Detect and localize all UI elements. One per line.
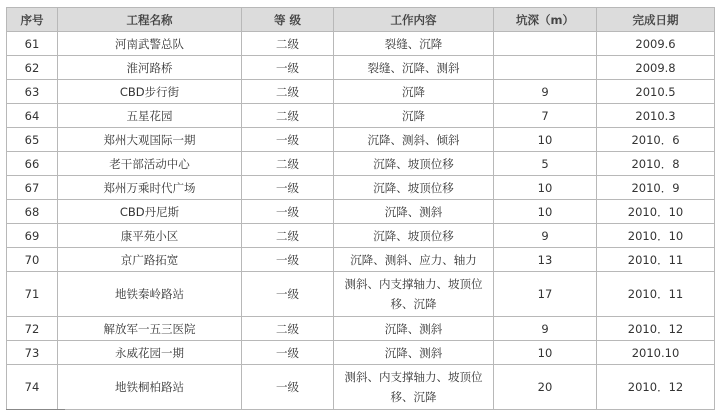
cell-work-content: 测斜、内支撑轴力、坡顶位移、沉降 — [334, 272, 494, 317]
table-row — [7, 200, 715, 224]
cell-grade: 一级 — [242, 176, 334, 200]
cell-no: 62 — [7, 56, 58, 80]
cell-pit-depth: 7 — [494, 104, 597, 128]
cell-completion-date: 2010．11 — [597, 272, 715, 317]
cell-grade: 二级 — [242, 32, 334, 56]
cell-completion-date: 2010．10 — [597, 200, 715, 224]
cell-completion-date: 2010．12 — [597, 317, 715, 341]
cell-no: 68 — [7, 200, 58, 224]
table-row — [7, 176, 715, 200]
cell-no: 63 — [7, 80, 58, 104]
table-row — [7, 32, 715, 56]
header-grade: 等 级 — [242, 8, 334, 32]
cell-work-content: 裂缝、沉降、测斜 — [334, 56, 494, 80]
cell-grade: 二级 — [242, 317, 334, 341]
table-footer-line — [6, 409, 65, 420]
header-row — [7, 8, 715, 32]
cell-pit-depth: 9 — [494, 317, 597, 341]
cell-project-name: 五星花园 — [58, 104, 242, 128]
cell-pit-depth: 10 — [494, 200, 597, 224]
cell-no: 66 — [7, 152, 58, 176]
cell-work-content: 测斜、内支撑轴力、坡顶位移、沉降 — [334, 365, 494, 410]
cell-no: 74 — [7, 365, 58, 410]
table-row — [7, 80, 715, 104]
table-row — [7, 341, 715, 365]
cell-work-content: 沉降、坡顶位移 — [334, 224, 494, 248]
cell-work-content: 裂缝、沉降 — [334, 32, 494, 56]
cell-work-content: 沉降 — [334, 104, 494, 128]
header-no: 序号 — [7, 8, 58, 32]
cell-completion-date: 2009.6 — [597, 32, 715, 56]
cell-completion-date: 2010．12 — [597, 365, 715, 410]
cell-completion-date: 2010.10 — [597, 341, 715, 365]
table-row — [7, 128, 715, 152]
cell-pit-depth — [494, 56, 597, 80]
projects-table — [6, 7, 715, 410]
cell-no: 67 — [7, 176, 58, 200]
cell-grade: 一级 — [242, 200, 334, 224]
cell-grade: 二级 — [242, 224, 334, 248]
table-row — [7, 104, 715, 128]
table-row — [7, 248, 715, 272]
cell-project-name: 郑州万乘时代广场 — [58, 176, 242, 200]
cell-completion-date: 2010.3 — [597, 104, 715, 128]
cell-project-name: 地铁秦岭路站 — [58, 272, 242, 317]
cell-pit-depth: 17 — [494, 272, 597, 317]
cell-completion-date: 2010.5 — [597, 80, 715, 104]
cell-project-name: CBD丹尼斯 — [58, 200, 242, 224]
cell-completion-date: 2010．11 — [597, 248, 715, 272]
cell-no: 64 — [7, 104, 58, 128]
cell-project-name: 京广路拓宽 — [58, 248, 242, 272]
cell-pit-depth: 10 — [494, 176, 597, 200]
cell-no: 61 — [7, 32, 58, 56]
cell-work-content: 沉降、坡顶位移 — [334, 152, 494, 176]
cell-project-name: 老干部活动中心 — [58, 152, 242, 176]
cell-no: 73 — [7, 341, 58, 365]
table-row — [7, 317, 715, 341]
cell-project-name: CBD步行街 — [58, 80, 242, 104]
cell-project-name: 永威花园一期 — [58, 341, 242, 365]
cell-project-name: 河南武警总队 — [58, 32, 242, 56]
cell-grade: 一级 — [242, 341, 334, 365]
cell-grade: 二级 — [242, 80, 334, 104]
cell-grade: 二级 — [242, 152, 334, 176]
cell-project-name: 郑州大观国际一期 — [58, 128, 242, 152]
header-work-content: 工作内容 — [334, 8, 494, 32]
cell-work-content: 沉降、测斜 — [334, 341, 494, 365]
cell-grade: 一级 — [242, 272, 334, 317]
cell-project-name: 康平苑小区 — [58, 224, 242, 248]
cell-no: 69 — [7, 224, 58, 248]
header-completion-date: 完成日期 — [597, 8, 715, 32]
cell-pit-depth: 10 — [494, 341, 597, 365]
cell-pit-depth: 9 — [494, 224, 597, 248]
cell-pit-depth: 13 — [494, 248, 597, 272]
cell-work-content: 沉降、测斜 — [334, 317, 494, 341]
cell-project-name: 解放军一五三医院 — [58, 317, 242, 341]
cell-project-name: 地铁桐柏路站 — [58, 365, 242, 410]
cell-work-content: 沉降 — [334, 80, 494, 104]
cell-pit-depth: 5 — [494, 152, 597, 176]
cell-grade: 二级 — [242, 104, 334, 128]
table-row — [7, 152, 715, 176]
cell-work-content: 沉降、测斜、倾斜 — [334, 128, 494, 152]
cell-work-content: 沉降、测斜 — [334, 200, 494, 224]
header-project-name: 工程名称 — [58, 8, 242, 32]
table-row — [7, 224, 715, 248]
cell-completion-date: 2010．6 — [597, 128, 715, 152]
cell-completion-date: 2010．8 — [597, 152, 715, 176]
cell-project-name: 淮河路桥 — [58, 56, 242, 80]
cell-completion-date: 2009.8 — [597, 56, 715, 80]
cell-completion-date: 2010．10 — [597, 224, 715, 248]
header-pit-depth: 坑深（m） — [494, 8, 597, 32]
cell-grade: 一级 — [242, 365, 334, 410]
table-row — [7, 272, 715, 317]
cell-pit-depth: 20 — [494, 365, 597, 410]
cell-no: 71 — [7, 272, 58, 317]
cell-pit-depth: 10 — [494, 128, 597, 152]
cell-work-content: 沉降、坡顶位移 — [334, 176, 494, 200]
cell-completion-date: 2010．9 — [597, 176, 715, 200]
cell-no: 70 — [7, 248, 58, 272]
cell-pit-depth: 9 — [494, 80, 597, 104]
table-row — [7, 56, 715, 80]
cell-grade: 一级 — [242, 248, 334, 272]
cell-grade: 一级 — [242, 128, 334, 152]
cell-no: 72 — [7, 317, 58, 341]
cell-pit-depth — [494, 32, 597, 56]
table-body — [7, 32, 715, 410]
cell-work-content: 沉降、测斜、应力、轴力 — [334, 248, 494, 272]
table-row — [7, 365, 715, 410]
cell-no: 65 — [7, 128, 58, 152]
cell-grade: 一级 — [242, 56, 334, 80]
